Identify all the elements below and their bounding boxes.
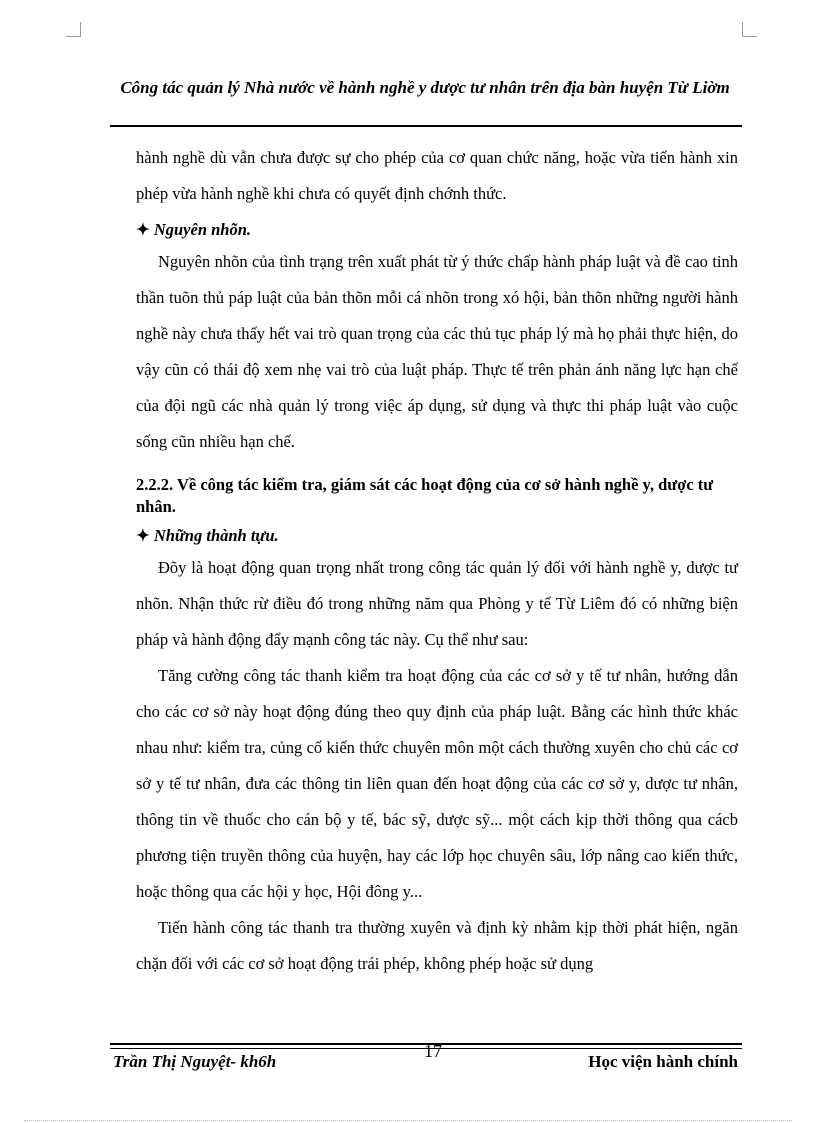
footer-author: Trần Thị Nguyệt- kh6h (113, 1052, 277, 1071)
paragraph-continuation: hành nghề dù vẫn chưa được sự cho phép của cơ quan chức năng, hoặc vừa tiến hành xin phép vừa hành nghề khi chưa có quyết định chớnh thức. (136, 148, 738, 203)
paragraph-cause: Nguyên nhõn của tình trạng trên xuất phát từ ý thức chấp hành pháp luật và đề cao tinh thần tuõn thủ páp luật của bản thõn mỗi cá nhõn trong xó hội, bản thõn những người hành nghề này chưa thấy hết vai trò quan trọng của các thủ tục pháp lý mà họ phải thực hiện, do vậy cũn có thái độ xem nhẹ vai trò của luật pháp. Thực tế trên phản ánh năng lực hạn chế của đội ngũ các nhà quản lý trong việc áp dụng, sử dụng và thực thi pháp luật vào cuộc sống cũn nhiều hạn chế. (136, 252, 738, 451)
subheading-cause-text: Nguyên nhõn. (153, 220, 252, 239)
page-content (136, 140, 738, 982)
paragraph-importance: Đõy là hoạt động quan trọng nhất trong công tác quản lý đối với hành nghề y, dược tư nhõn. Nhận thức rừ điều đó trong những năm qua Phòng y tế Từ Liêm đó có những biện pháp và hành động đẩy mạnh công tác này. Cụ thể như sau: (136, 558, 738, 649)
crop-mark-top-right (742, 22, 757, 37)
running-header-title: Công tác quản lý Nhà nước về hành nghề y dược tư nhân trên địa bàn huyện Từ Liờm (120, 78, 730, 97)
footer-institution: Học viện hành chính (588, 1052, 738, 1071)
subheading-cause (136, 216, 738, 244)
subheading-achievements (136, 522, 738, 550)
four-pointed-star-icon: ✦ (136, 220, 150, 239)
paragraph-regular-inspection: Tiến hành công tác thanh tra thường xuyên và định kỳ nhằm kịp thời phát hiện, ngăn chặn đối với các cơ sở hoạt động trái phép, không phép hoặc sử dụng (136, 918, 738, 973)
paragraph-inspection: Tăng cường công tác thanh kiểm tra hoạt động của các cơ sở y tế tư nhân, hướng dẫn cho các cơ sở này hoạt động đúng theo quy định của pháp luật. Bằng các hình thức khác nhau như: kiểm tra, củng cố kiến thức chuyên môn một cách thường xuyên cho chủ các cơ sở y tế tư nhân, đưa các thông tin liên quan đến hoạt động của các cơ sở y, dược tư nhân, thông tin về thuốc cho cán bộ y tế, bác sỹ, dược sỹ... một cách kịp thời thông qua cácb phương tiện truyền thông của huyện, hay các lớp học chuyên sâu, lớp nâng cao kiến thức, hoặc thông qua các hội y học, Hội đông y... (136, 666, 738, 901)
page-number: 17 (424, 1041, 442, 1061)
header-rule (110, 125, 742, 127)
page-edge-dotted-line (24, 1120, 792, 1121)
subheading-achievements-text: Những thành tựu. (153, 526, 279, 545)
section-heading-2-2-2: 2.2.2. Về công tác kiểm tra, giám sát các hoạt động của cơ sở hành nghề y, dược tư nhân. (136, 475, 714, 516)
four-pointed-star-icon: ✦ (136, 526, 150, 545)
crop-mark-top-left (66, 22, 81, 37)
